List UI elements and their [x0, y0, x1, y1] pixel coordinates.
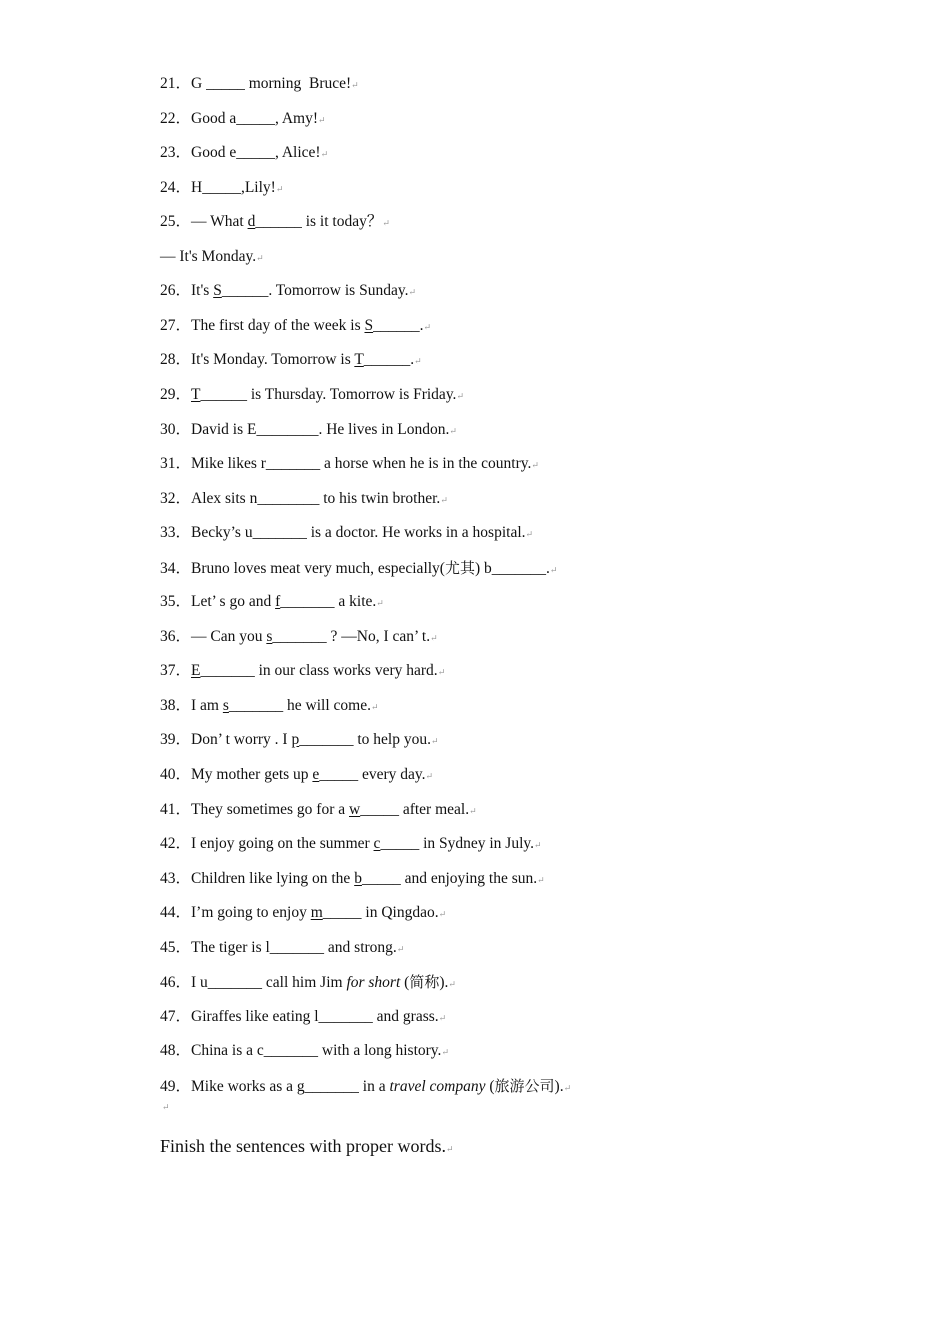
exercise-line — [160, 903, 446, 924]
question-text: T — [191, 385, 201, 403]
exercise-line — [160, 938, 404, 959]
paragraph-mark: ↵ — [275, 183, 284, 194]
exercise-line — [160, 385, 464, 406]
question-number: 29． — [160, 385, 192, 403]
exercise-line — [160, 1076, 571, 1098]
exercise-line — [160, 420, 457, 441]
paragraph-mark: ↵ — [531, 460, 539, 471]
question-number: 45． — [160, 938, 192, 956]
question-text: It's — [191, 282, 214, 300]
question-text: ( — [400, 974, 410, 992]
question-number: 28． — [160, 351, 192, 369]
question-text: ) b_______. — [474, 559, 550, 577]
exercise-line — [160, 1041, 449, 1062]
exercise-line — [160, 800, 477, 821]
question-text: Children like lying on the — [191, 869, 355, 887]
paragraph-mark: ↵ — [351, 80, 359, 90]
paragraph-mark: ↵ — [525, 529, 534, 540]
question-text: My mother gets up — [191, 766, 313, 783]
paragraph-mark: ↵ — [396, 943, 405, 954]
question-text: _____ every day. — [319, 766, 426, 783]
paragraph-mark: ↵ — [430, 632, 438, 643]
paragraph-mark: ↵ — [370, 701, 379, 712]
question-text: The tiger is l_______ and strong. — [191, 938, 397, 956]
paragraph-mark: ↵ — [449, 425, 457, 436]
question-number: 26． — [160, 282, 192, 300]
exercise-line — [160, 454, 539, 475]
question-text: ______. Tomorrow is Sunday. — [221, 282, 409, 300]
paragraph-mark: ↵ — [456, 390, 464, 401]
question-number: 47． — [160, 1007, 192, 1025]
question-number: 44． — [160, 904, 192, 922]
exercise-line — [160, 1007, 446, 1028]
question-text: ). — [439, 974, 449, 992]
question-text: Good a_____, Amy! — [191, 109, 319, 127]
question-text: I am — [191, 696, 223, 714]
question-number: 32． — [160, 489, 192, 507]
question-number: 21． — [160, 75, 192, 92]
question-text: Becky’s u_______ is a doctor. He works in a hospital. — [191, 524, 526, 542]
exercise-line — [160, 178, 283, 199]
paragraph-mark: ↵ — [376, 598, 384, 609]
paragraph-mark: ↵ — [534, 840, 542, 851]
question-text: Giraffes like eating l_______ and grass. — [191, 1007, 439, 1025]
paragraph-mark: ↵ — [563, 1082, 572, 1093]
question-text: w — [349, 800, 361, 818]
question-text: b — [354, 869, 362, 887]
exercise-line — [160, 834, 542, 855]
question-text: G _____ morning Bruce! — [191, 75, 352, 92]
question-number: 31． — [160, 455, 192, 473]
question-text: m — [310, 904, 323, 922]
paragraph-mark: ↵ — [320, 149, 329, 160]
question-text: I u_______ call him Jim — [191, 974, 347, 992]
question-text: The first day of the week is — [191, 316, 365, 334]
exercise-line — [160, 869, 545, 890]
question-number: 48． — [160, 1042, 192, 1060]
question-text: ______ is Thursday. Tomorrow is Friday. — [200, 385, 457, 403]
question-text: H_____,Lily! — [191, 178, 276, 196]
question-text: — What — [191, 213, 248, 231]
paragraph-mark: ↵ — [437, 667, 446, 678]
question-number: 23． — [160, 144, 192, 162]
question-text: S — [213, 282, 222, 300]
question-text: travel company — [389, 1077, 486, 1095]
question-number: 34． — [160, 559, 192, 577]
question-number: 33． — [160, 524, 192, 542]
exercise-line — [160, 730, 439, 751]
exercise-line — [160, 489, 448, 510]
exercise-line — [160, 765, 433, 786]
question-text: _____ after meal. — [360, 800, 470, 818]
question-number: 38． — [160, 696, 192, 714]
exercise-line — [160, 143, 328, 164]
question-text: Mike likes r_______ a horse when he is in the country. — [191, 455, 532, 473]
question-text: S — [364, 316, 374, 334]
exercise-line — [160, 74, 359, 95]
question-text: 尤其 — [444, 558, 475, 577]
exercise-line — [160, 592, 384, 613]
question-number: 41． — [160, 800, 192, 818]
paragraph-mark: ↵ — [438, 909, 447, 920]
question-text: s — [222, 696, 229, 714]
question-text: Mike works as a g_______ in a — [191, 1077, 390, 1095]
question-text: — Can you — [191, 627, 267, 645]
question-text: It's Monday. Tomorrow is — [191, 351, 355, 369]
question-text: — It's Monday. — [160, 247, 257, 265]
question-text: p — [291, 731, 300, 749]
paragraph-mark: ↵ — [423, 321, 432, 332]
question-number: 46． — [160, 974, 192, 992]
question-text: ______. — [373, 316, 424, 334]
question-text: 简称 — [409, 973, 440, 992]
paragraph-mark: ↵ — [414, 356, 422, 367]
question-text: They sometimes go for a — [191, 800, 349, 818]
question-text: _____ in Qingdao. — [322, 904, 439, 922]
question-text: ( — [485, 1077, 495, 1095]
paragraph-mark: ↵ — [537, 874, 545, 885]
question-text: _____ and enjoying the sun. — [361, 869, 538, 887]
question-number: 37． — [160, 662, 192, 680]
question-number: 24． — [160, 178, 192, 196]
question-text: ______ is it today？ — [255, 213, 383, 231]
question-number: 43． — [160, 869, 192, 887]
exercise-line — [160, 972, 456, 994]
question-text: 旅游公司 — [494, 1076, 555, 1095]
question-text: Bruno loves meat very much, especially( — [191, 559, 445, 577]
exercise-line — [160, 558, 557, 580]
question-text: _______ ? —No, I can’ t. — [272, 627, 431, 645]
question-text: I’m going to enjoy — [191, 904, 311, 922]
exercise-line — [160, 696, 379, 717]
question-text: David is E________. He lives in London. — [191, 420, 450, 438]
question-text: _____ in Sydney in July. — [380, 835, 535, 853]
question-number: 22． — [160, 109, 192, 127]
question-text: Good e_____, Alice! — [191, 144, 321, 162]
paragraph-mark: ↵ — [162, 1102, 170, 1112]
question-text: f — [275, 593, 281, 611]
paragraph-mark: ↵ — [382, 218, 390, 229]
exercise-line — [160, 523, 533, 544]
paragraph-mark: ↵ — [438, 1012, 447, 1023]
question-text: _______ a kite. — [280, 593, 377, 611]
question-number: 30． — [160, 420, 192, 438]
question-text: ). — [554, 1077, 564, 1095]
question-text: E — [191, 662, 201, 680]
paragraph-mark: ↵ — [441, 1047, 449, 1058]
question-number: 36． — [160, 627, 192, 645]
exercise-line — [160, 247, 264, 268]
exercise-line — [160, 661, 445, 682]
question-number: 25． — [160, 213, 192, 231]
question-number: 42． — [160, 835, 192, 853]
exercise-line — [160, 281, 416, 302]
question-text: Don’ t worry . I — [191, 731, 292, 749]
question-number: 39． — [160, 731, 192, 749]
question-text: Let’ s go and — [191, 593, 276, 611]
paragraph-mark: ↵ — [430, 736, 439, 747]
question-text: _______ he will come. — [228, 696, 371, 714]
question-number: 27． — [160, 316, 192, 334]
question-text: I enjoy going on the summer — [191, 835, 374, 853]
paragraph-mark: ↵ — [469, 805, 477, 816]
exercise-line — [160, 316, 431, 337]
question-text: _______ in our class works very hard. — [200, 662, 438, 680]
exercise-line — [160, 627, 438, 648]
paragraph-mark: ↵ — [256, 252, 264, 263]
paragraph-mark: ↵ — [448, 979, 456, 990]
question-number: 40． — [160, 766, 192, 783]
question-text: s — [266, 627, 273, 645]
exercise-line — [160, 212, 390, 233]
question-text: d — [247, 213, 256, 231]
question-text: _______ to help you. — [299, 731, 431, 749]
question-number: 49． — [160, 1077, 192, 1095]
paragraph-mark: ↵ — [318, 114, 326, 125]
exercise-line — [160, 109, 326, 130]
question-number: 35． — [160, 593, 192, 611]
question-text: China is a c_______ with a long history. — [191, 1042, 442, 1060]
paragraph-mark: ↵ — [425, 771, 434, 781]
question-text: ______. — [363, 351, 415, 369]
instruction-heading: Finish the sentences with proper words.↵ — [160, 1136, 454, 1156]
question-text: e — [312, 766, 320, 783]
exercise-line — [160, 350, 422, 371]
question-text: for short — [346, 974, 401, 992]
paragraph-mark: ↵ — [440, 494, 448, 505]
paragraph-mark: ↵ — [549, 564, 558, 575]
paragraph-mark: ↵ — [408, 287, 416, 298]
question-text: Alex sits n________ to his twin brother. — [191, 489, 441, 507]
question-text: c — [373, 835, 381, 853]
question-text: T — [354, 351, 364, 369]
